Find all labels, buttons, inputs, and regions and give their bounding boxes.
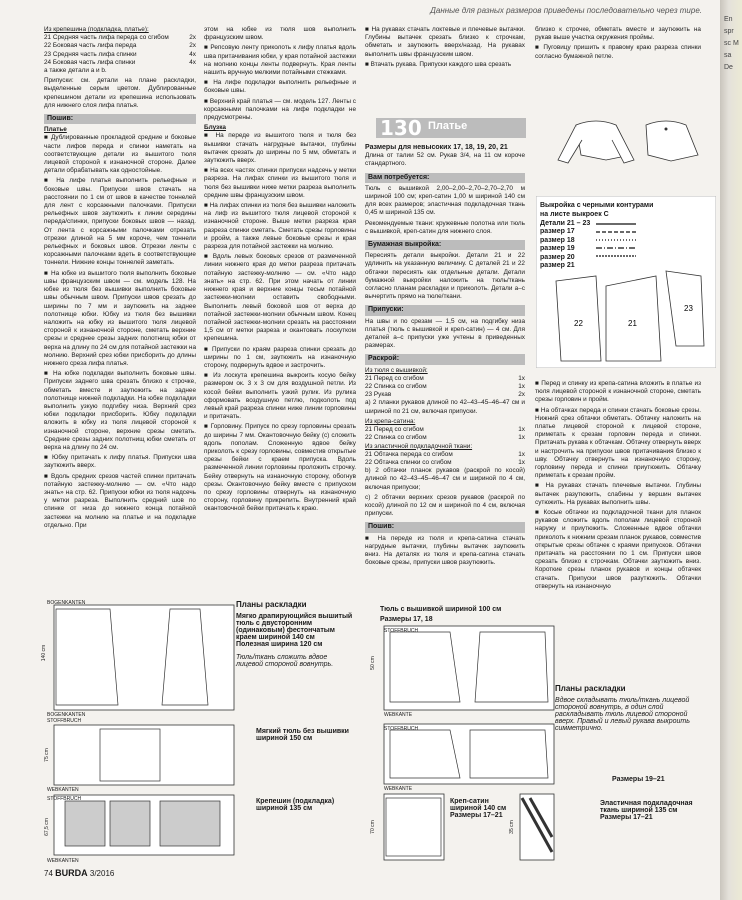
plans-right-note: Вдвое складывать тюль/ткань лицевой стороной вовнутрь, в один слой раскладывать тюль лицевой стороной вверх. Правый и левый рукава выкроить симметрично. bbox=[555, 697, 690, 732]
selvage-label-2: WEBKANTEN bbox=[47, 858, 79, 864]
item-name: 22 Обтачка спинки со сгибом bbox=[365, 458, 452, 466]
blouse-title: Блузка bbox=[204, 124, 226, 132]
cutting-plans-left bbox=[40, 597, 240, 862]
crepe-satin-plan: Креп-сатин шириной 140 см Размеры 17–21 bbox=[450, 798, 507, 819]
fold-label-2: STOFFBRUCH bbox=[47, 796, 82, 802]
item-name: 21 Перед со сгибом bbox=[365, 374, 424, 382]
crepe-extra: а также детали a и b. bbox=[44, 67, 107, 75]
instruction-paragraph: ■ Вдоль левых боковых срезов от размеченной линии нижнего края до метки разреза притачать потайную застежку-молнию — см. «Что надо знать» на стр. 62. При этом начать от линии нижнего края и верхние концы тесьм потайной застежки-молнии оставить свободными. Выполнить левый боковой шов от верха до потайной застежки-молнии обычным швом. Конец потайной застежки-молнии срезать на расстоянии 1,5 см от метки разреза и окантовать лоскутком крепешина. bbox=[204, 253, 356, 343]
fold-label-r2: STOFFBRUCH bbox=[384, 726, 419, 732]
brand: BURDA bbox=[55, 868, 88, 878]
page-number: 74 bbox=[44, 869, 53, 878]
edge-label-top: BOGENKANTEN bbox=[47, 600, 86, 606]
svg-text:23: 23 bbox=[684, 304, 693, 313]
instruction-paragraph: ■ Перед и спинку из крепа-сатина вложить в платье из тюля лицевой стороной к изнаночной стороне, сметать срезы горловин и пройм. bbox=[535, 380, 701, 405]
instruction-paragraph: близко к строчке, обметать вместе и заутюжить на рукав выше участка окружения проймы. bbox=[535, 26, 701, 42]
list-item bbox=[44, 34, 196, 42]
pattern-inset bbox=[536, 196, 716, 368]
lining-list bbox=[365, 451, 525, 467]
lining-b: b) 2 обтачки планок рукавов (раскрой по косой) длиной по 42–43–45–46–47 см и шириной по 4 см, включая припуски; bbox=[365, 467, 525, 491]
pattern-text: Пересиять детали выкройки. Детали 21 и 22 удлинить на указанную величину. С деталей 21 и 22 обтачки пересиять как отдельные детали. Детали бумажной выкройки наложить на тюль/ткань согласно планам раскладки и приколоть. Детали a–c вычертить прямо на тюле/ткани. bbox=[365, 252, 525, 301]
svg-text:22: 22 bbox=[574, 319, 583, 328]
tulle-list bbox=[365, 375, 525, 400]
width-75: 75 cm bbox=[43, 748, 50, 762]
instruction-paragraph: ■ Юбку притачать к лифу платья. Припуски шва заутюжить вверх. bbox=[44, 454, 196, 470]
item-name: 24 Боковая часть лифа спинки bbox=[44, 58, 136, 66]
item-qty: 1x bbox=[518, 458, 525, 466]
width-50: 50 cm bbox=[369, 656, 376, 670]
instruction-paragraph: ■ Верхний край платья — см. модель 127. Ленты с корсажными палочками на лифе подкладки не предусмотрены. bbox=[204, 98, 356, 123]
issue: 3/2016 bbox=[89, 869, 115, 878]
instruction-paragraph: ■ Горловину. Припуск по срезу горловины срезать до ширины 7 мм. Окантовочную бейку (с) сложить вдоль пополам. Сложенную вдвое бейку приколоть к срезу горловины, совместив открытые срезы бейки с краем припуска. Вдоль размеченной линии горловины проложить строчку. Бейку отвернуть на изнаночную сторону, обогнув срезы. Окантовочную бейку вместе с припуском по срезу горловины отвернуть на изнаночную сторону, горловину прикрепить. Внутренний край окантовочной бейки притачать к краю. bbox=[204, 423, 356, 513]
inset-parts: Детали 21 – 23 bbox=[540, 220, 591, 227]
list-item bbox=[365, 383, 525, 391]
inset-size: размер 20 bbox=[540, 253, 575, 261]
selvage-label: WEBKANTEN bbox=[47, 787, 79, 793]
fold-label-r1: STOFFBRUCH bbox=[384, 628, 419, 634]
item-qty: 1x bbox=[518, 450, 525, 458]
width-70: 70 cm bbox=[369, 820, 376, 834]
plans-left-text bbox=[236, 600, 354, 668]
fabric-1-useful: Полезная ширина 120 см bbox=[236, 641, 323, 648]
instruction-paragraph: ■ На рукавах стачать локтевые и плечевые вытачки. Глубины вытачек срезать близко к строчкам, обметать и заутюжить вверх/назад. На рукавах выполнить швы французским швом. bbox=[365, 26, 525, 59]
selvage-label-r2: WEBKANTE bbox=[384, 786, 413, 792]
materials-title: Вам потребуется: bbox=[365, 173, 525, 183]
lining-heading: Из эластичной подкладочной ткани: bbox=[365, 442, 473, 450]
instruction-paragraph: ■ Припуски по краям разреза спинки срезать до ширины по 1 см, заутюжить на изнаночную сторону, подвернуть вдвое и застрочить. bbox=[204, 346, 356, 371]
recommended-fabrics: Рекомендуемые ткани: кружевные полотна или тюль с вышивкой, креп-сатин для нижнего слоя. bbox=[365, 219, 525, 235]
materials-text: Тюль с вышивкой 2,00–2,00–2,70–2,70–2,70 м шириной 100 см; креп-сатин 1,00 м шириной 140 см для всех размеров; эластичная подкладочная ткань 0,45 м шириной 135 см. bbox=[365, 184, 525, 217]
instruction-paragraph: ■ Из лоскута крепешина выкроить косую бейку размером ок. 3 х 3 см для воздушной петли. Из косой бейки выполнить узкий рулик. Из рулика сформовать воздушную петлю, подколоть под левый край разреза спинки ниже линии горловины и притачать. bbox=[204, 372, 356, 421]
model-title: Платье bbox=[428, 120, 468, 132]
inset-size: размер 18 bbox=[540, 236, 575, 244]
inset-sizes bbox=[540, 228, 575, 271]
list-item bbox=[365, 375, 525, 383]
fabric-2: Мягкий тюль без вышивки шириной 150 см bbox=[256, 728, 349, 742]
item-qty: 4x bbox=[189, 50, 196, 58]
instruction-paragraph: ■ На лифе платья выполнить рельефные и боковые швы. Припуски швов стачать на расстоянии по 1 см от швов в качестве тоннелей для лент с корсажными палочками. Припуски рельефных швов заутюжить к линии середины переда/спинки, припуски боковых швов — назад. От лента с корсажными палочками отрезать отрезки длиной на 5 мм короче, чем тоннели рельефных и боковых швов. Отрезки ленты с корсажными палочками вдеть в соответствующие тоннели. Нижние концы тоннелей заметать. bbox=[44, 177, 196, 267]
instruction-paragraph: ■ Косые обтачки из подкладочной ткани для планок рукавов сложить вдоль пополам лицевой стороной наружу и приутюжить. Сложенные вдвое обтачки приколоть к нижним срезам планок рукавов, совместив открытые срезы обтачек с краями припусков. Обтачки притачать на расстоянии по 1 см. Припуски швов срезать близко к строчкам. Обтачки заутюжить вниз. Короткие срезы планок рукавов и концы обтачек стачать. Припуски швов разутюжить. Обтачки отвернуть на изнаночную bbox=[535, 509, 701, 591]
allowances-title: Припуски: bbox=[365, 305, 525, 315]
header-note: Данные для разных размеров приведены последовательно через тире. bbox=[430, 6, 702, 15]
instruction-paragraph: ■ На лифах спинки из тюля без вышивки наложить на лиф из вышитого тюля лицевой стороной к изнаночной стороне. Выше метки разреза края разреза спинки сметать. Сметать срезы горловины и рройм, а также левые боковые срезы и края разреза для потайной застежки на молнию. bbox=[204, 202, 356, 251]
fold-label: STOFFBRUCH bbox=[47, 718, 82, 724]
list-item bbox=[365, 434, 525, 442]
item-name: 22 Спинка со сгибом bbox=[365, 383, 427, 391]
cutting-title: Раскрой: bbox=[365, 354, 525, 364]
column-3-model bbox=[365, 144, 525, 569]
item-name: 22 Спинка со сгибом bbox=[365, 434, 427, 442]
plans-right-sizes-2: Размеры 19–21 bbox=[612, 776, 665, 783]
page-footer bbox=[44, 868, 114, 878]
dress-sketch bbox=[536, 115, 706, 195]
lining-c: c) 2 обтачки верхних срезов рукавов (раскрой по косой) длиной по 12 см и шириной по 4 см, включая припуски. bbox=[365, 493, 525, 518]
fabric-1: Мягко драпирующийся вышитый тюль с двусторонним (одинаковым) фестончатым краем шириной 140 см bbox=[236, 613, 353, 641]
instruction-paragraph: ■ Пуговицу пришить к правому краю разреза спинки согласно бумажной петле. bbox=[535, 44, 701, 60]
cutting-plans-right bbox=[370, 622, 565, 864]
item-qty: 4x bbox=[189, 58, 196, 66]
inset-size: размер 21 bbox=[540, 262, 575, 269]
next-page-text: En spr sc M sa De bbox=[724, 16, 739, 71]
width-67-5: 67,5 cm bbox=[43, 818, 50, 836]
item-qty: 1x bbox=[518, 383, 525, 391]
model-number: 130 bbox=[380, 116, 422, 140]
instruction-paragraph: ■ На переде из вышитого тюля и тюля без вышивки стачать нагрудные вытачки, глубины вытачек срезать до ширины по 5 мм, обметать и заутюжить вверх. bbox=[204, 132, 356, 165]
inset-size: размер 19 bbox=[540, 245, 575, 252]
instruction-paragraph: ■ На рукавах стачать плечевые вытачки. Глубины вытачек разутюжить, слабины у вершин вытачек сутюжить. На рукавах выполнить швы. bbox=[535, 482, 701, 507]
list-item bbox=[365, 459, 525, 467]
inset-size: размер 17 bbox=[540, 228, 575, 235]
plans-left-title: Планы раскладки bbox=[236, 600, 307, 609]
instruction-paragraph: ■ На переде из тюля и крепа-сатина стачать нагрудные вытачки, глубины вытачек заутюжить вниз. На деталях из тюля и крепа-сатина стачать боковые срезы, припуски швов разутюжить. bbox=[365, 535, 525, 568]
crepe-cut-title: Из крепешина (подкладка, платье): bbox=[44, 26, 149, 33]
tulle-heading: Из тюля с вышивкой: bbox=[365, 366, 428, 374]
inset-title: Выкройка с черными контурами на листе выкроек С bbox=[540, 202, 654, 218]
sew-title-2: Пошив: bbox=[365, 522, 525, 532]
instruction-paragraph: ■ На всех частях спинки припуски надсечь у метки разреза. На лифах спинки из вышитого тюля и тюля без вышивки ниже метки разреза выполнить средние швы французским швом. bbox=[204, 167, 356, 200]
allowances-text: На швы и по срезам — 1,5 см, на подгибку низа платья (тюль с вышивкой и креп-сатин) — 4 см. Для деталей a–c припуски уже учтены в приведенных размерах. bbox=[365, 317, 525, 350]
item-name: 23 Рукав bbox=[365, 391, 392, 399]
model-sizes: Размеры для невысоких 17, 18, 19, 20, 21 bbox=[365, 144, 508, 151]
fold-note: Тюль/ткань сложить вдвое лицевой стороной вовнутрь. bbox=[236, 654, 334, 668]
instruction-paragraph: ■ Репсовую ленту приколоть к лифу платья вдоль шва притачивания юбки, у края потайной застежки на молнию концы ленты подвернуть. Края ленты нашить вручную мелкими потайными стежками. bbox=[204, 44, 356, 77]
crepe-satin-list bbox=[365, 426, 525, 442]
column-4 bbox=[535, 26, 701, 63]
instruction-paragraph: ■ На обтачках переда и спинки стачать боковые срезы. Нижний срез обтачки обметать. Обтачку наложить на платье лицевой стороной к лицевой стороне, приметать к срезам горловин переда и спинки. Притачать рукава к обтачкам. Обтачку отвернуть вверх и настрочить на припуски швов притачивания близко к шву. Обтачку отвернуть на изнаночную сторону, горловину переда и спинки приутюжить. Обтачку приметать к срезам пройм. bbox=[535, 407, 701, 481]
item-name: 21 Перед со сгибом bbox=[365, 426, 424, 434]
item-qty: 1x bbox=[518, 374, 525, 382]
fabric-3: Крепешин (подкладка) шириной 135 см bbox=[256, 798, 335, 812]
list-item bbox=[44, 51, 196, 59]
item-name: 23 Средняя часть лифа спинки bbox=[44, 50, 137, 58]
column-2 bbox=[204, 26, 356, 516]
plans-right-header: Тюль с вышивкой шириной 100 см bbox=[380, 606, 502, 613]
width-140: 140 cm bbox=[41, 644, 48, 662]
model-badge bbox=[376, 118, 526, 138]
list-item bbox=[44, 59, 196, 67]
item-qty: 2x bbox=[189, 42, 196, 50]
selvage-label-r1: WEBKANTE bbox=[384, 712, 413, 718]
instruction-paragraph: ■ Втачать рукава. Припуски каждого шва срезать bbox=[365, 61, 525, 69]
instruction-paragraph: этом на юбке из тюля шов выполнить французским швом. bbox=[204, 26, 356, 42]
instruction-paragraph: ■ На юбке из вышитого тюля выполнить боковые швы французским швом — см. модель 128. На юбке из тюля без вышивки выполнить боковые швы обычным швом. Припуски швов срезать до ширины по 7 мм и заутюжить на заднее полотнище юбки. Юбку из тюля без вышивки наложить на юбку из вышитого тюля лицевой стороной к изнаночной стороне, сметать верхние срезы и среднее срезы задних полотнищ юбки от верха на длину по 24 см для потайной застежки на молнию. Верхний срез юбки присборить до длины нижнего среза лифа платья. bbox=[44, 270, 196, 368]
pattern-title: Бумажная выкройка: bbox=[365, 240, 525, 250]
lining-plan: Эластичная подкладочная ткань шириной 135 см Размеры 17–21 bbox=[600, 800, 693, 821]
list-item bbox=[365, 451, 525, 459]
instruction-paragraph: ■ На юбке подкладки выполнить боковые швы. Припуски заднего шва срезать близко к строчке, обметать вместе и заутюжить на заднее полотнище нижней подкладки. На юбке подкладки выполнить узкую подгибку низа. Верхний срез юбки подкладки присборить. Юбку подкладки вложить в юбку из тюля лицевой стороной к изнаночной стороне, верхние срезы сметать. Средние срезы задних полотнищ юбки сметать от верха на длину по 24 см. bbox=[44, 370, 196, 452]
crepe-cut-list bbox=[44, 34, 196, 67]
column-4-lower bbox=[535, 380, 701, 593]
item-qty: 1x bbox=[518, 434, 525, 442]
next-page-edge bbox=[720, 0, 742, 900]
column-1 bbox=[44, 26, 196, 532]
item-name: 21 Средняя часть лифа переда со сгибом bbox=[44, 34, 169, 42]
list-item bbox=[44, 42, 196, 50]
width-35: 35 cm bbox=[508, 820, 515, 834]
dress-title: Платье bbox=[44, 126, 67, 134]
crepe-satin-heading: Из крепа-сатина: bbox=[365, 417, 416, 425]
item-qty: 1x bbox=[518, 426, 525, 434]
item-name: 21 Обтачка переда со сгибом bbox=[365, 450, 453, 458]
plans-right-title: Планы раскладки bbox=[555, 684, 626, 693]
instruction-paragraph: ■ Вдоль средних срезов частей спинки притачать потайную застежку-молнию — см. «Что надо знать» на стр. 62. Припуски юбки из тюля надсечь у метки разреза. Выполнить средний шов по спинке от низа до нижнего конца потайной застежки на молнию на платье и на подкладке отдельно. При bbox=[44, 473, 196, 530]
instruction-paragraph: ■ Дублированные прокладкой средние и боковые части лифов переда и спинки наметать на соответствующие детали из вышитого тюля лицевой стороной к изнаночной стороне. Далее детали обрабатывать как одностойные. bbox=[44, 134, 196, 175]
tulle-strips: а) 2 планки рукавов длиной по 42–43–45–46–47 см и шириной по 21 см, включая припуски. bbox=[365, 399, 525, 415]
model-lengths: Длина от талии 52 см. Рукав 3/4, на 11 см короче стандартного. bbox=[365, 152, 525, 168]
column-3 bbox=[365, 26, 525, 71]
sew-title: Пошив: bbox=[44, 114, 196, 124]
instruction-paragraph: ■ На лифе подкладки выполнить рельефные и боковые швы. bbox=[204, 79, 356, 95]
item-qty: 2x bbox=[518, 391, 525, 399]
item-name: 22 Боковая часть лифа переда bbox=[44, 42, 137, 50]
svg-text:21: 21 bbox=[628, 319, 637, 328]
plans-right-sizes-1: Размеры 17, 18 bbox=[380, 616, 433, 623]
cutting-note: Припуски: см. детали на плане раскладки, выделенные серым цветом. Дублированные крепешином детали из крепешина использовать для нижнего слоя лифа платья. bbox=[44, 77, 196, 109]
plans-right-text bbox=[555, 684, 705, 732]
edge-label-bottom: BOGENKANTEN bbox=[47, 712, 86, 718]
item-qty: 2x bbox=[189, 34, 196, 42]
